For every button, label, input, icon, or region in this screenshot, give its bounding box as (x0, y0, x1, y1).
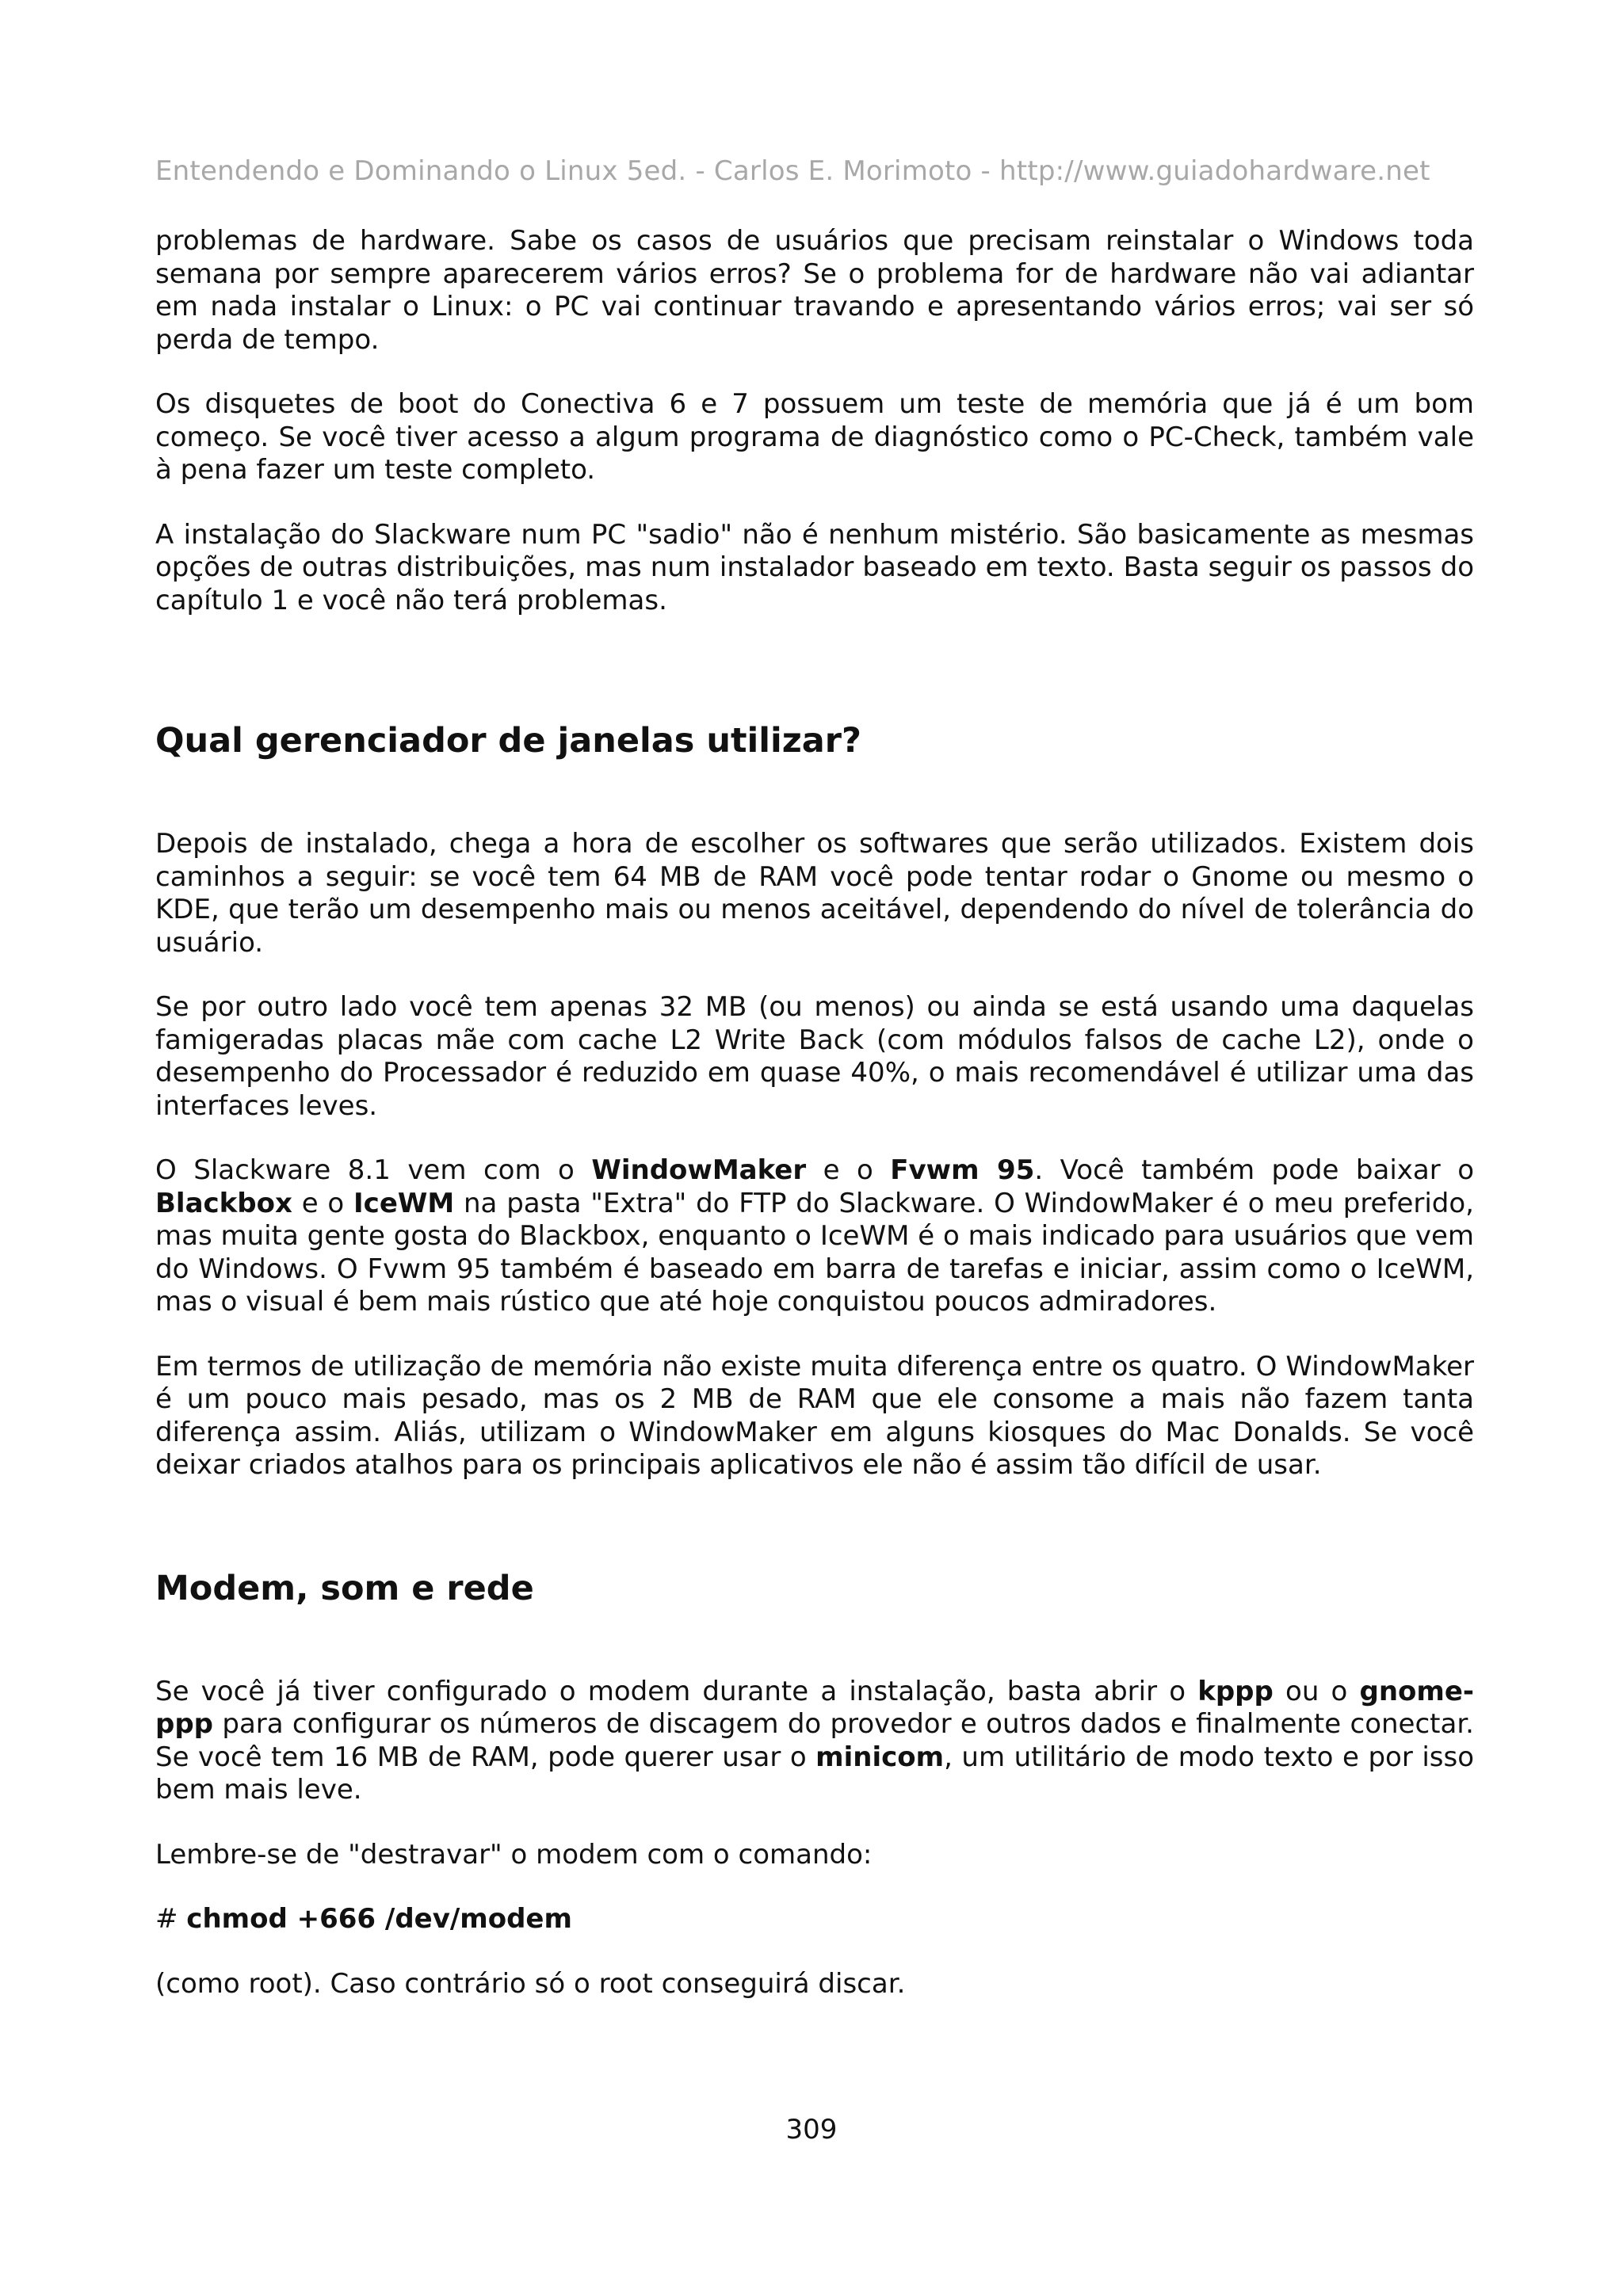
section-heading-window-manager: Qual gerenciador de janelas utilizar? (155, 721, 861, 761)
page-number: 309 (785, 2114, 838, 2145)
paragraph-modem-2: Lembre-se de "destravar" o modem com o comando: (155, 1838, 873, 1871)
bold-kppp: kppp (1197, 1675, 1274, 1707)
bold-windowmaker: WindowMaker (591, 1154, 807, 1186)
paragraph-intro-1: problemas de hardware. Sabe os casos de usuários que precisam reinstalar o Windows toda semana por sempre aparecerem vários erros? Se o problema for de hardware não vai adiantar em nada instalar o Linux: o PC vai continuar travando e apresentando vários erros; vai ser só perda de tempo. (155, 225, 1474, 356)
bold-fvwm95: Fvwm 95 (890, 1154, 1035, 1186)
paragraph-wm-2: Se por outro lado você tem apenas 32 MB (ou menos) ou ainda se está usando uma daquelas famigeradas placas mãe com cache L2 Write Back (com módulos falsos de cache L2), onde o desempenho do Processador é reduzido em quase 40%, o mais recomendável é utilizar uma das interfaces leves. (155, 991, 1474, 1122)
paragraph-wm-4: Em termos de utilização de memória não existe muita diferença entre os quatro. O WindowMaker é um pouco mais pesado, mas os 2 MB de RAM que ele consome a mais não fazem tanta diferença assim. Aliás, utilizam o WindowMaker em alguns kiosques do Mac Donalds. Se você deixar criados atalhos para os principais aplicativos ele não é assim tão difícil de usar. (155, 1350, 1474, 1481)
bold-minicom: minicom (815, 1741, 945, 1773)
command-line (155, 1903, 1474, 1936)
paragraph-wm-3: O Slackware 8.1 vem com o WindowMaker e o Fvwm 95. Você também pode baixar o Blackbox e o IceWM na pasta "Extra" do FTP do Slackware. O WindowMaker é o meu preferido, mas muita gente gosta do Blackbox, enquanto o IceWM é o mais indicado para usuários que vem do Windows. O Fvwm 95 também é baseado em barra de tarefas e iniciar, assim como o IceWM, mas o visual é bem mais rústico que até hoje conquistou poucos admiradores. (155, 1154, 1474, 1318)
running-header: Entendendo e Dominando o Linux 5ed. - Carlos E. Morimoto - http://www.guiadohardware.net (155, 155, 1430, 187)
paragraph-modem-1: Se você já tiver configurado o modem durante a instalação, basta abrir o kppp ou o gnome-ppp para configurar os números de discagem do provedor e outros dados e finalmente conectar. Se você tem 16 MB de RAM, pode querer usar o minicom, um utilitário de modo texto e por isso bem mais leve. (155, 1675, 1475, 1806)
section-heading-modem: Modem, som e rede (155, 1568, 534, 1608)
bold-icewm: IceWM (353, 1187, 455, 1219)
bold-gnome-ppp: gnome-ppp (155, 1675, 1474, 1740)
command-prompt: # (155, 1903, 187, 1935)
paragraph-modem-3: (como root). Caso contrário só o root conseguirá discar. (155, 1967, 906, 2000)
paragraph-intro-2: Os disquetes de boot do Conectiva 6 e 7 possuem um teste de memória que já é um bom começo. Se você tiver acesso a algum programa de diagnóstico como o PC-Check, também vale à pena fazer um teste completo. (155, 388, 1474, 486)
command-text: chmod +666 /dev/modem (186, 1903, 572, 1935)
paragraph-wm-1: Depois de instalado, chega a hora de escolher os softwares que serão utilizados. Existem dois caminhos a seguir: se você tem 64 MB de RAM você pode tentar rodar o Gnome ou mesmo o KDE, que terão um desempenho mais ou menos aceitável, dependendo do nível de tolerância do usuário. (155, 828, 1474, 959)
page-content (155, 225, 1474, 2000)
bold-blackbox: Blackbox (155, 1187, 292, 1219)
paragraph-intro-3: A instalação do Slackware num PC "sadio" não é nenhum mistério. São basicamente as mesmas opções de outras distribuições, mas num instalador baseado em texto. Basta seguir os passos do capítulo 1 e você não terá problemas. (155, 518, 1474, 616)
